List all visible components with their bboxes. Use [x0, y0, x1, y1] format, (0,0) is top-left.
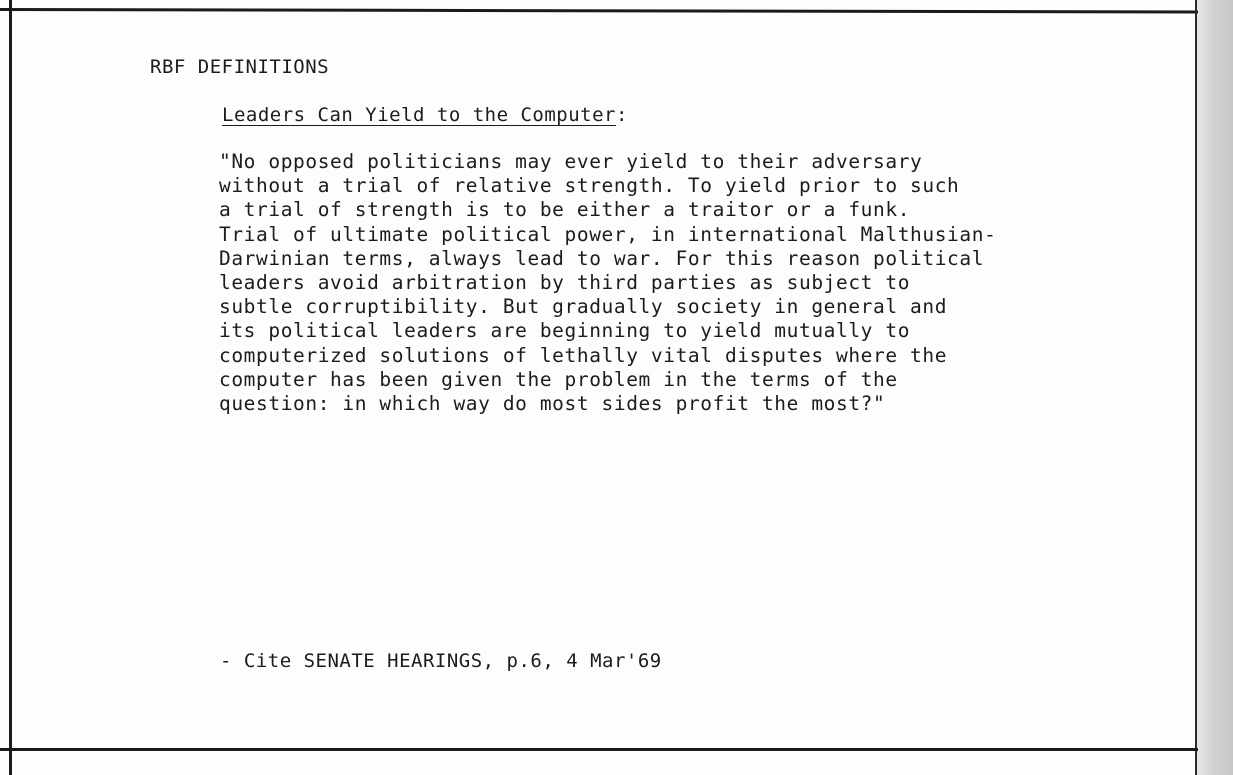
quote-line: computer has been given the problem in the terms of the — [219, 367, 898, 391]
quote-block — [219, 150, 1119, 416]
quote-line: a trial of strength is to be either a traitor or a funk. — [219, 198, 911, 222]
quote-line: its political leaders are beginning to yield mutually to — [219, 319, 911, 343]
subtitle-text: Leaders Can Yield to the Computer — [222, 104, 616, 126]
document-header: RBF DEFINITIONS — [150, 56, 330, 78]
quote-line: Darwinian terms, always lead to war. For this reason political — [219, 246, 985, 270]
card-border-left — [9, 0, 12, 775]
card-border-bottom — [0, 748, 1198, 751]
quote-line: without a trial of relative strength. To yield prior to such — [219, 174, 960, 198]
quote-line: leaders avoid arbitration by third parties as subject to — [219, 271, 911, 295]
quote-line: computerized solutions of lethally vital disputes where the — [219, 343, 948, 367]
card-border-right — [1195, 0, 1197, 775]
citation: - Cite SENATE HEARINGS, p.6, 4 Mar'69 — [220, 650, 662, 672]
scan-margin — [1197, 0, 1233, 775]
document-subtitle — [222, 104, 628, 126]
card-border-top — [0, 8, 1198, 14]
subtitle-colon: : — [616, 104, 628, 126]
quote-line: Trial of ultimate political power, in international Malthusian- — [219, 222, 997, 246]
quote-line: question: in which way do most sides profit the most?" — [219, 392, 886, 416]
quote-line: "No opposed politicians may ever yield to their adversary — [219, 150, 923, 173]
quote-line: subtle corruptibility. But gradually society in general and — [219, 295, 948, 319]
